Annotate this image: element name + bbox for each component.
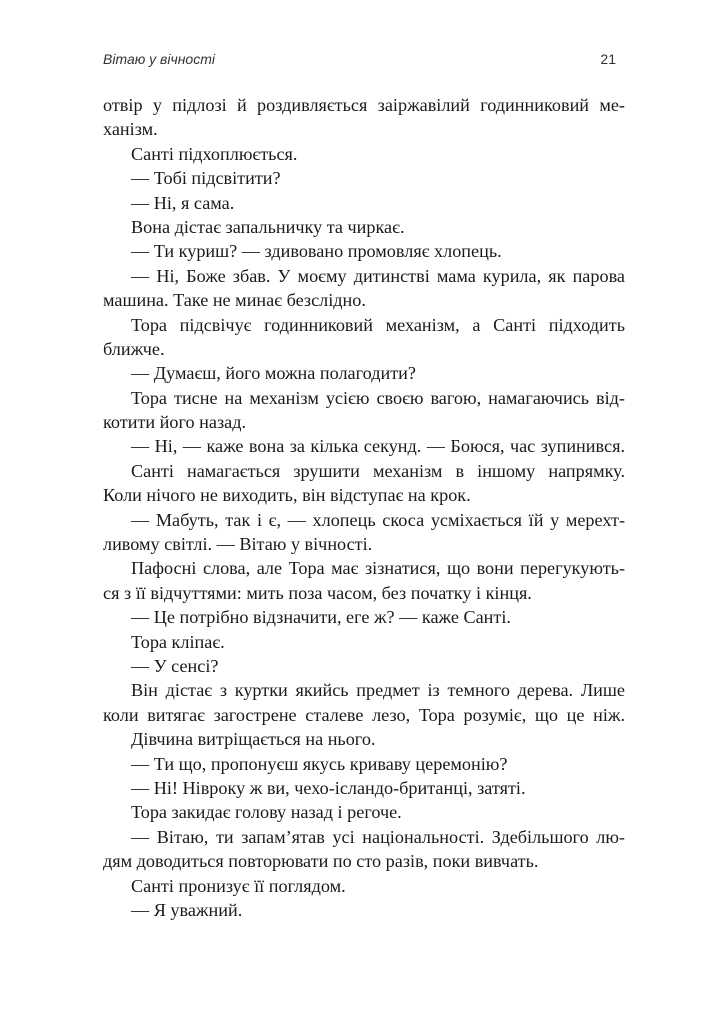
- text-line: Тора тисне на механізм усією своєю вагою, намагаючись від-: [131, 387, 625, 408]
- text-line: Тора підсвічує годинниковий механізм, а Санті підходить: [131, 314, 625, 335]
- text-line: Вона дістає запальничку та чиркає.: [131, 216, 405, 237]
- text-line: — Ні, — каже вона за кілька секунд. — Боюся, час зупинився.: [131, 436, 625, 457]
- text-line: ханізм.: [103, 119, 158, 140]
- text-line: Тора кліпає.: [131, 631, 225, 652]
- text-line: Коли нічого не виходить, він відступає на крок.: [103, 485, 471, 506]
- text-line: дям доводиться повторювати по сто разів, поки вивчать.: [103, 851, 539, 872]
- text-line: — Мабуть, так і є, — хлопець скоса усміхається їй у мерехт-: [131, 509, 625, 530]
- text-line: ся з її відчуттями: мить поза часом, без початку і кінця.: [103, 582, 532, 603]
- text-line: — Ні, Боже збав. У моєму дитинстві мама курила, як парова: [131, 265, 625, 286]
- text-line: коли витягає загострене сталеве лезо, Тора розуміє, що це ніж.: [103, 704, 625, 725]
- text-line: отвір у підлозі й роздивляється заіржавілий годинниковий ме-: [103, 95, 625, 115]
- text-line: ближче.: [103, 338, 165, 359]
- text-line: Він дістає з куртки якийсь предмет із темного дерева. Лише: [131, 680, 625, 701]
- text-line: — Ти що, пропонуєш якусь криваву церемонію?: [131, 753, 508, 774]
- text-line: Дівчина витріщається на нього.: [131, 729, 376, 750]
- text-line: — Я уважний.: [131, 899, 243, 920]
- text-line: — У сенсі?: [131, 655, 219, 676]
- text-line: — Ні, я сама.: [131, 192, 235, 213]
- text-line: машина. Таке не минає безслідно.: [103, 290, 366, 311]
- text-line: Санті намагається зрушити механізм в іншому напрямку.: [131, 460, 625, 481]
- text-line: — Ти куриш? — здивовано промовляє хлопець.: [131, 241, 502, 262]
- text-line: — Вітаю, ти запам’ятав усі національності. Здебільшого лю-: [131, 826, 625, 847]
- text-line: Санті пронизує її поглядом.: [131, 875, 346, 896]
- text-line: Пафосні слова, але Тора має зізнатися, що вони перегукують-: [131, 558, 625, 579]
- text-line: Тора закидає голову назад і регоче.: [131, 802, 402, 823]
- text-line: — Ні! Нівроку ж ви, чехо-ісландо-британці, затяті.: [131, 777, 526, 798]
- text-line: котити його назад.: [103, 412, 247, 433]
- running-head-title: Вітаю у вічності: [103, 51, 215, 67]
- text-line: — Це потрібно відзначити, еге ж? — каже Санті.: [131, 607, 511, 628]
- text-line: — Тобі підсвітити?: [131, 168, 281, 189]
- body-text: [103, 93, 625, 922]
- page-number: 21: [600, 51, 616, 67]
- text-line: — Думаєш, його можна полагодити?: [131, 363, 416, 384]
- text-line: Санті підхоплюється.: [131, 143, 298, 164]
- text-line: ливому світлі. — Вітаю у вічності.: [103, 534, 373, 555]
